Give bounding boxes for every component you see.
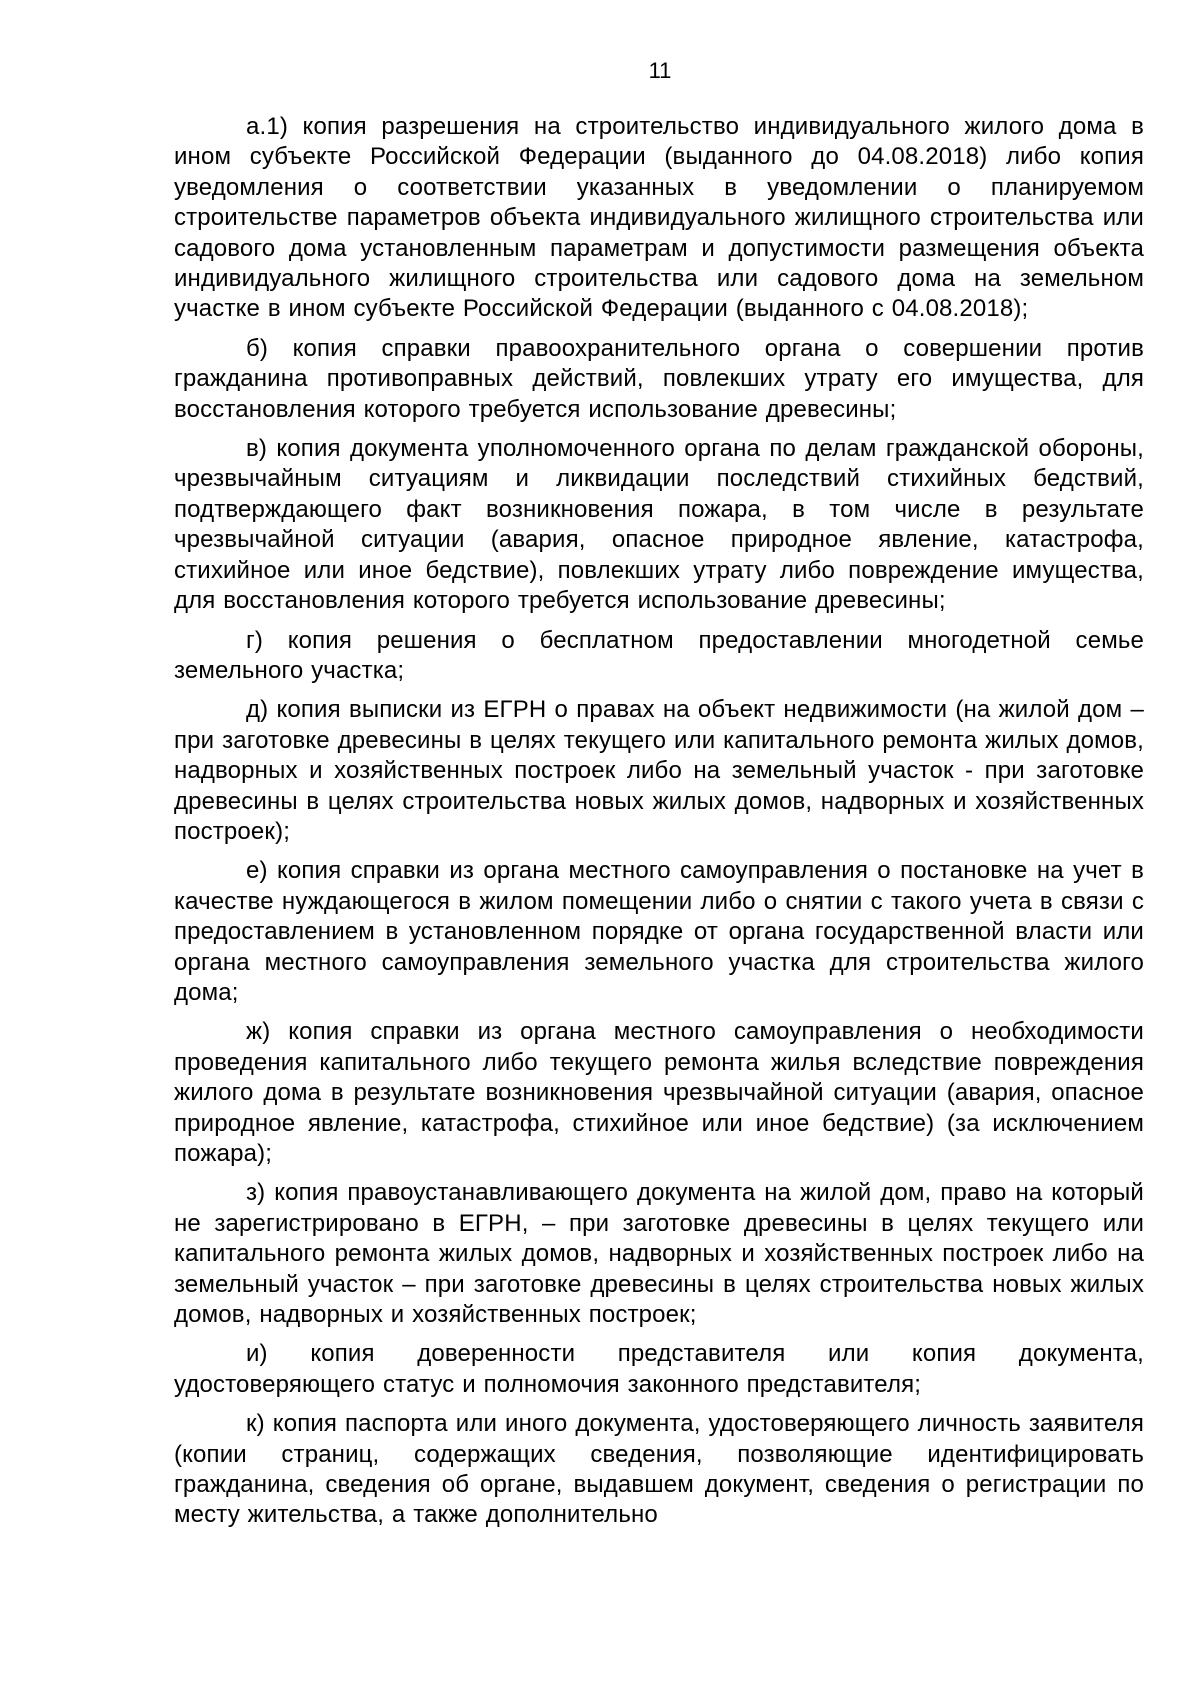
document-body xyxy=(174,112,1144,1531)
paragraph-z: з) копия правоустанавливающего документа на жилой дом, право на который не зарегистрировано в ЕГРН, – при заготовке древесины в целях текущего или капитального ремонта жилых домов, надворных и хозяйственных построек либо на земельный участок – при заготовке древесины в целях строительства новых жилых домов, надворных и хозяйственных построек; xyxy=(174,1179,1144,1329)
paragraph-zh: ж) копия справки из органа местного самоуправления о необходимости проведения капитального либо текущего ремонта жилья вследствие повреждения жилого дома в результате возникновения чрезвычайной ситуации (авария, опасное природное явление, катастрофа, стихийное или иное бедствие) (за исключением пожара); xyxy=(174,1018,1144,1167)
paragraph-i: и) копия доверенности представителя или копия документа, удостоверяющего статус и полномочия законного представителя; xyxy=(174,1340,1144,1398)
page-number: 11 xyxy=(648,58,672,83)
paragraph-g: г) копия решения о бесплатном предоставлении многодетной семье земельного участка; xyxy=(174,626,1144,684)
paragraph-d: д) копия выписки из ЕГРН о правах на объект недвижимости (на жилой дом – при заготовке древесины в целях текущего или капитального ремонта жилых домов, надворных и хозяйственных построек либо на земельный участок - при заготовке древесины в целях строительства новых жилых домов, надворных и хозяйственных построек); xyxy=(174,696,1144,845)
paragraph-v: в) копия документа уполномоченного органа по делам гражданской обороны, чрезвычайным ситуациям и ликвидации последствий стихийных бедствий, подтверждающего факт возникновения пожара, в том числе в результате чрезвычайной ситуации (авария, опасное природное явление, катастрофа, стихийное или иное бедствие), повлекших утрату либо повреждение имущества, для восстановления которого требуется использование древесины; xyxy=(174,435,1144,615)
paragraph-b: б) копия справки правоохранительного органа о совершении против гражданина противоправных действий, повлекших утрату его имущества, для восстановления которого требуется использование древесины; xyxy=(174,334,1144,423)
paragraph-e: е) копия справки из органа местного самоуправления о постановке на учет в качестве нуждающегося в жилом помещении либо о снятии с такого учета в связи с предоставлением в установленном порядке от органа государственной власти или органа местного самоуправления земельного участка для строительства жилого дома; xyxy=(174,857,1144,1006)
paragraph-k: к) копия паспорта или иного документа, удостоверяющего личность заявителя (копии страниц, содержащих сведения, позволяющие идентифицировать гражданина, сведения об органе, выдавшем документ, сведения о регистрации по месту жительства, а также дополнительно xyxy=(174,1410,1144,1529)
paragraph-a1: а.1) копия разрешения на строительство индивидуального жилого дома в ином субъекте Российской Федерации (выданного до 04.08.2018) либо копия уведомления о соответствии указанных в уведомлении о планируемом строительстве параметров объекта индивидуального жилищного строительства или садового дома установленным параметрам и допустимости размещения объекта индивидуального жилищного строительства или садового дома на земельном участке в ином субъекте Российской Федерации (выданного с 04.08.2018); xyxy=(174,113,1144,323)
